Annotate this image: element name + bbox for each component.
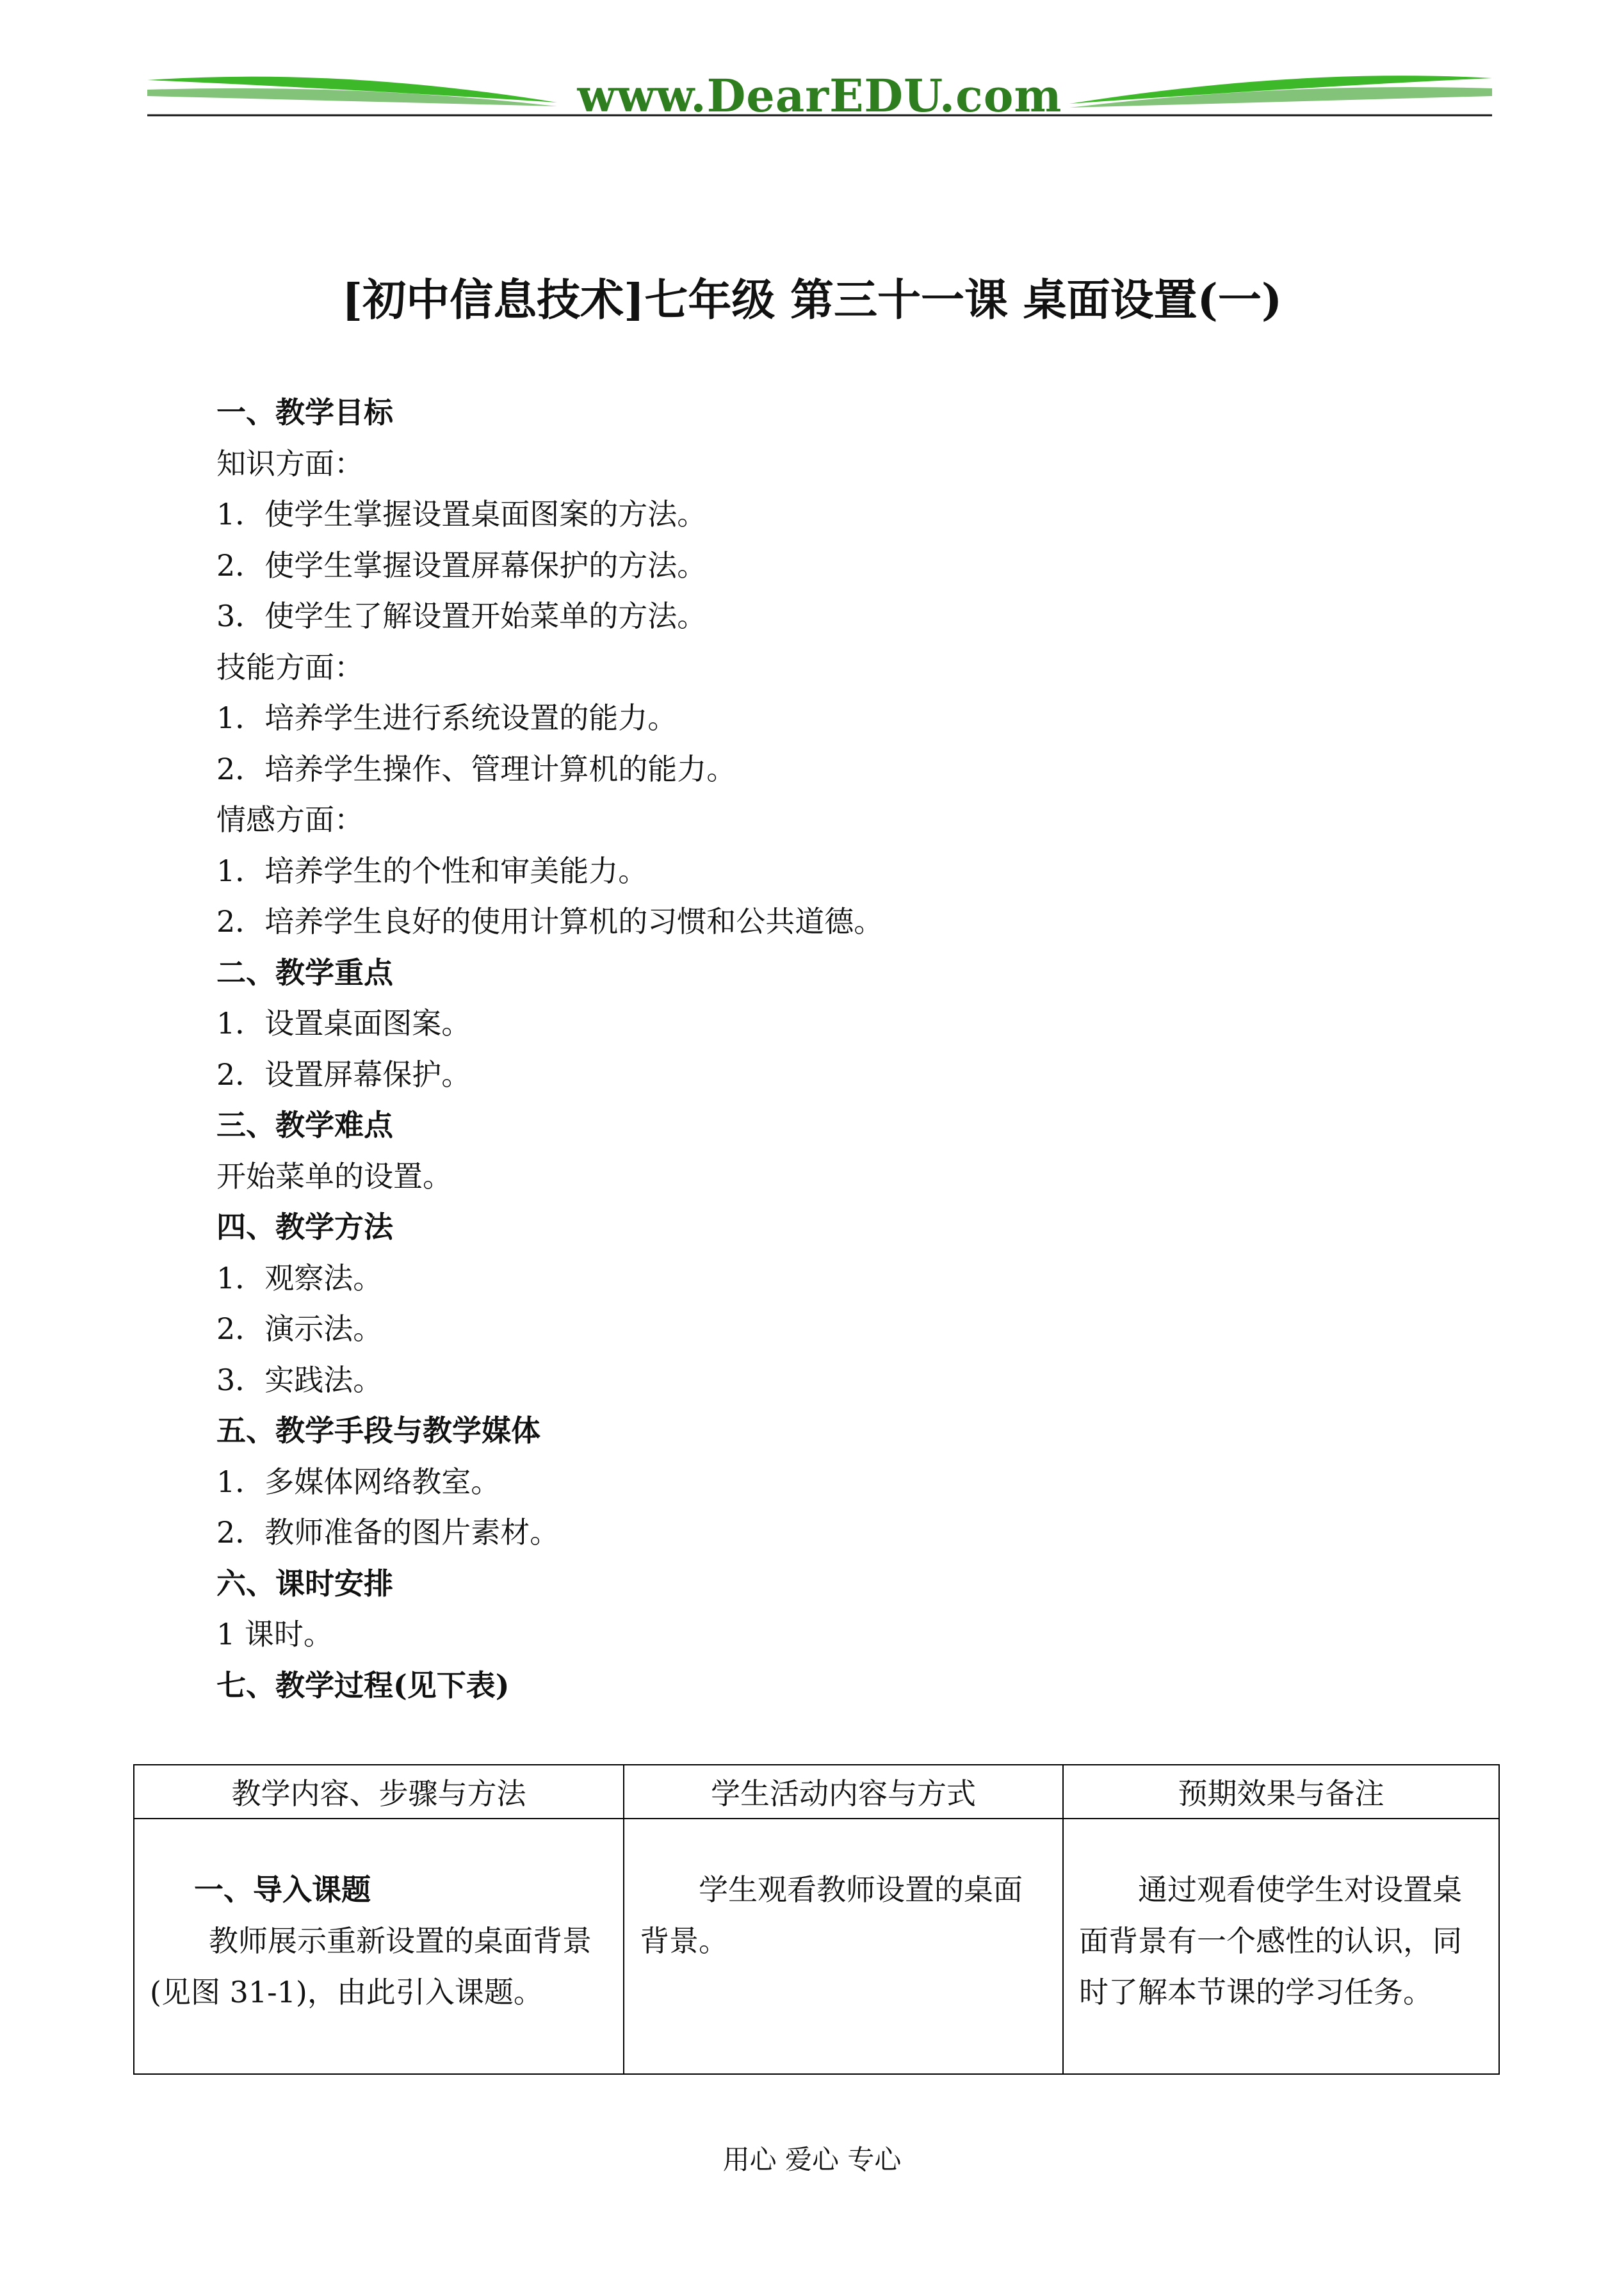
- cell-text: 教师展示重新设置的桌面背景(见图 31-1)，由此引入课题。: [150, 1924, 592, 2009]
- teaching-process-table: [133, 1764, 1500, 2075]
- document-title: [初中信息技术]七年级 第三十一课 桌面设置(一): [341, 275, 1283, 326]
- body-line: 技能方面：: [216, 649, 364, 685]
- body-line: 2．设置屏幕保护。: [216, 1057, 471, 1092]
- section-heading: 三、教学难点: [216, 1108, 393, 1142]
- section-heading: 二、教学重点: [216, 955, 393, 990]
- body-line: 1．培养学生的个性和审美能力。: [216, 853, 648, 888]
- site-header-banner: [147, 64, 1492, 125]
- table-cell-content: [1063, 1819, 1499, 2074]
- body-line: 1．使学生掌握设置桌面图案的方法。: [216, 497, 707, 531]
- body-line: 3．实践法。: [216, 1362, 383, 1397]
- body-line: 2．培养学生操作、管理计算机的能力。: [216, 751, 736, 786]
- lesson-body: [216, 387, 1497, 1711]
- body-line: 1．培养学生进行系统设置的能力。: [216, 701, 678, 735]
- body-line: 1 课时。: [216, 1617, 333, 1651]
- body-line: 2．教师准备的图片素材。: [216, 1515, 560, 1550]
- cell-text: 学生观看教师设置的桌面背景。: [640, 1872, 1023, 1958]
- section-heading: 一、教学目标: [216, 395, 393, 430]
- body-line: 2．培养学生良好的使用计算机的习惯和公共道德。: [216, 904, 884, 939]
- section-heading: 六、课时安排: [216, 1566, 393, 1601]
- body-line: 情感方面：: [216, 802, 364, 837]
- body-line: 2．使学生掌握设置屏幕保护的方法。: [216, 547, 707, 583]
- table-header-row: [134, 1765, 1499, 1819]
- section-heading: 七、教学过程(见下表): [216, 1667, 510, 1703]
- table-header-cell: 教学内容、步骤与方法: [134, 1765, 624, 1819]
- body-line: 3．使学生了解设置开始菜单的方法。: [216, 599, 707, 633]
- site-name: www.DearEDU.com: [577, 69, 1062, 122]
- section-title: 一、导入课题: [194, 1872, 371, 1907]
- body-line: 1．设置桌面图案。: [216, 1006, 471, 1041]
- table-header-cell: 预期效果与备注: [1063, 1765, 1499, 1819]
- body-line: 2．演示法。: [216, 1311, 383, 1346]
- table-header-cell: 学生活动内容与方式: [624, 1765, 1063, 1819]
- section-heading: 五、教学手段与教学媒体: [216, 1413, 540, 1448]
- body-line: 知识方面：: [216, 446, 364, 481]
- body-line: 1．多媒体网络教室。: [216, 1464, 501, 1499]
- body-line: 开始菜单的设置。: [216, 1158, 452, 1194]
- table-row: [134, 1819, 1499, 2074]
- section-heading: 四、教学方法: [216, 1210, 393, 1244]
- page-footer: 用心 爱心 专心: [722, 2144, 902, 2175]
- table-cell-content: [134, 1819, 624, 2074]
- cell-text: 通过观看使学生对设置桌面背景有一个感性的认识，同时了解本节课的学习任务。: [1079, 1872, 1462, 2009]
- table-cell-content: [624, 1819, 1063, 2074]
- body-line: 1．观察法。: [216, 1260, 383, 1295]
